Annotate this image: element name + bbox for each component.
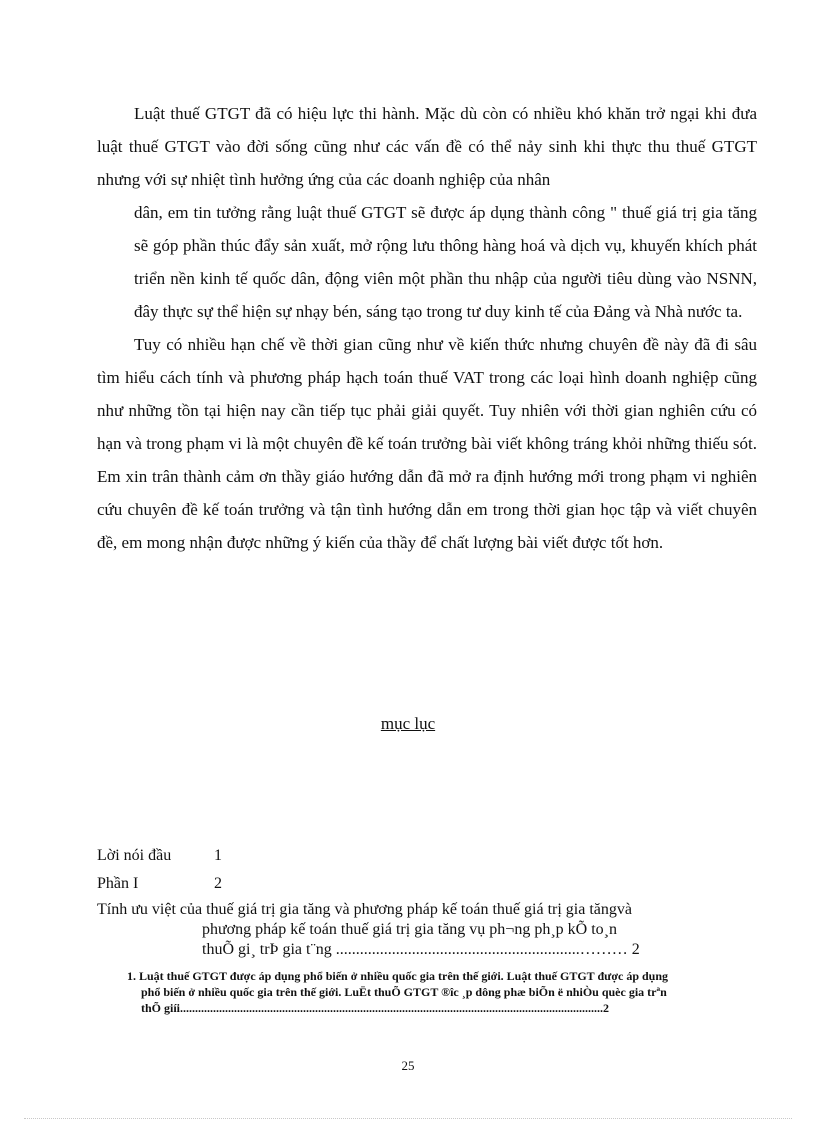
toc-row-intro [97, 842, 757, 870]
page-number: 25 [401, 1058, 415, 1073]
page-divider [24, 1118, 792, 1119]
toc-entry-small [97, 968, 757, 1016]
body-text [97, 97, 757, 559]
toc-row-part-1 [97, 870, 757, 898]
toc-entry-line: phổ biến ở nhiều quốc gia trên thế giới. LuËt thuÕ GTGT ®îc ¸p dông phæ biÕn ë nhiÒu quèc gia trªn [141, 985, 667, 999]
toc-entry-line: Tính ưu việt của thuế giá trị gia tăng và phương pháp kế toán thuế giá trị gia tăngvà [97, 901, 632, 918]
toc-entry-line: 1. Luật thuế GTGT được áp dụng phổ biến ở nhiều quốc gia trên thế giới. Luật thuế GTGT được áp dụng [127, 969, 669, 983]
toc-row-label: Phần I [97, 875, 139, 892]
toc-entry-line: thuÕ gi¸ trÞ gia t¨ng .............................................................……… 2 [202, 941, 640, 958]
toc-row-page: 1 [214, 847, 222, 864]
table-of-contents [97, 842, 757, 1016]
paragraph-1: Luật thuế GTGT đã có hiệu lực thi hành. Mặc dù còn có nhiều khó khăn trở ngại khi đưa luật thuế GTGT vào đời sống cũng như các vấn đề có thể nảy sinh khi thực thu thuế GTGT nhưng với sự nhiệt tình hưởng ứng của các doanh nghiệp của nhân [97, 104, 757, 189]
paragraph-3: Tuy có nhiều hạn chế về thời gian cũng như về kiến thức nhưng chuyên đề này đã đi sâu tìm hiểu cách tính và phương pháp hạch toán thuế VAT trong các loại hình doanh nghiệp cũng như những tồn tại hiện nay cần tiếp tục phải giải quyết. Tuy nhiên với thời gian nghiên cứu có hạn và trong phạm vi là một chuyên đề kế toán trưởng bài viết không tráng khỏi những thiếu sót. Em xin trân thành cảm ơn thầy giáo hướng dẫn đã mở ra định hướng mới trong phạm vi nghiên cứu chuyên đề kế toán trưởng và tận tình hướng dẫn em trong thời gian học tập và viết chuyên đề, em mong nhận được những ý kiến của thầy để chất lượng bài viết được tốt hơn. [97, 335, 757, 552]
toc-entry-line: thÕ giíi.............................................................................................................................................2 [141, 1001, 610, 1015]
toc-entry-long [97, 900, 757, 960]
toc-title: mục lục [380, 714, 436, 733]
toc-row-page: 2 [214, 875, 222, 892]
toc-row-label: Lời nói đầu [97, 847, 172, 864]
toc-entry-line: phương pháp kế toán thuế giá trị gia tăng vụ ph¬ng ph¸p kÕ to¸n [202, 921, 617, 938]
paragraph-2: dân, em tin tưởng rằng luật thuế GTGT sẽ được áp dụng thành công " thuế giá trị gia tăng sẽ góp phần thúc đẩy sản xuất, mở rộng lưu thông hàng hoá và dịch vụ, khuyến khích phát triển nền kinh tế quốc dân, động viên một phần thu nhập của người tiêu dùng vào NSNN, đây thực sự thể hiện sự nhạy bén, sáng tạo trong tư duy kinh tế của Đảng và Nhà nước ta. [134, 203, 757, 321]
